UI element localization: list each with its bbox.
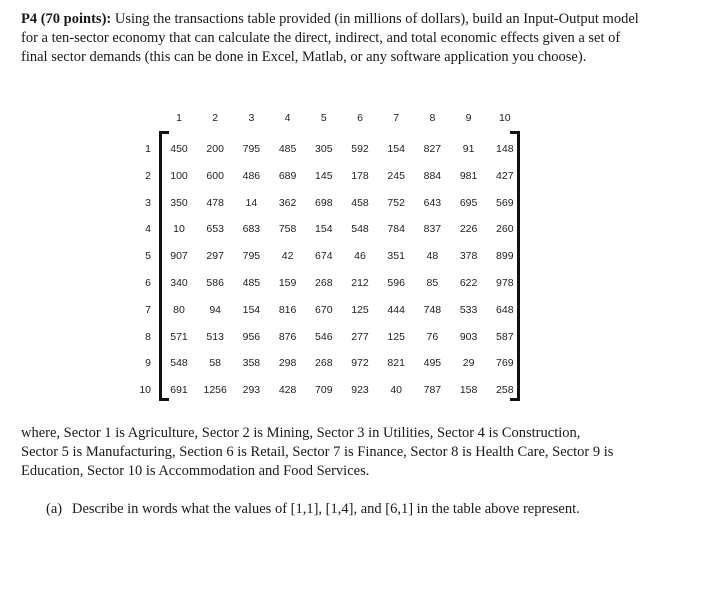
table-cell: 884 [423,169,442,182]
table-cell: 378 [459,250,478,263]
row-header: 9 [145,357,151,370]
table-cell: 212 [351,277,369,289]
table-cell: 351 [387,250,405,263]
table-cell: 200 [206,143,224,155]
table-cell: 899 [496,250,514,263]
table-cell: 695 [459,196,478,209]
table-cell: 125 [387,330,405,343]
table-cell: 46 [354,250,366,263]
table-cell: 80 [173,303,185,316]
table-cell: 653 [206,223,224,236]
table-cell: 586 [206,277,224,289]
table-cell: 596 [387,277,405,289]
table-cell: 546 [315,330,333,343]
table-cell: 827 [423,143,442,155]
table-cell: 972 [351,357,369,370]
table-cell: 622 [459,277,478,289]
table-cell: 297 [206,250,224,263]
table-cell: 85 [426,277,439,289]
table-cell: 94 [209,303,222,316]
table-cell: 14 [245,196,258,209]
table-cell: 821 [387,357,405,370]
table-cell: 125 [351,303,369,316]
table-cell: 154 [315,223,333,236]
table-cell: 478 [206,196,224,209]
table-cell: 268 [315,277,333,289]
table-cell: 548 [170,357,188,370]
table-cell: 876 [278,330,297,343]
table-cell: 837 [423,223,442,236]
column-header: 10 [498,112,511,124]
table-cell: 769 [496,357,514,370]
table-cell: 76 [426,330,439,343]
column-header: 9 [465,112,472,124]
table-cell: 495 [423,357,442,370]
table-cell: 226 [459,223,478,236]
question-a [46,500,586,519]
table-cell: 691 [170,384,188,397]
table-cell: 486 [242,169,261,182]
row-header: 3 [145,196,151,209]
sector-definitions: where, Sector 1 is Agriculture, Sector 2 is Mining, Sector 3 in Utilities, Sector 4 is Construction, Sector 5 is Manufacturing, Section 6 is Retail, Sector 7 is Finance, Sector 8 is Health Care, Sector 9 is Education, Sector 10 is Accommodation and Food Services. [21,425,614,479]
row-header: 4 [145,223,151,236]
table-cell: 674 [315,250,333,263]
row-header: 2 [145,169,151,182]
matrix-brackets [159,131,520,401]
table-cell: 277 [351,330,369,343]
row-header: 7 [145,303,151,316]
row-header: 8 [145,330,151,343]
problem-label: P4 (70 points): [21,11,112,27]
table-cell: 548 [351,223,369,236]
table-cell: 91 [462,143,475,155]
table-cell: 485 [242,277,261,289]
table-cell: 305 [315,143,333,155]
table-cell: 148 [496,143,514,155]
column-header: 8 [429,112,436,124]
table-cell: 458 [351,196,369,209]
table-cell: 350 [170,196,188,209]
row-header: 10 [139,384,151,397]
column-header: 5 [320,112,327,124]
column-header: 3 [248,112,255,124]
table-cell: 450 [170,143,188,155]
table-cell: 29 [462,357,475,370]
table-cell: 293 [242,384,261,397]
table-cell: 978 [496,277,514,289]
table-cell: 260 [496,223,514,236]
table-cell: 40 [390,384,403,397]
table-cell: 956 [242,330,261,343]
table-cell: 643 [423,196,442,209]
table-cell: 178 [351,169,369,182]
column-header: 7 [393,112,400,124]
table-cell: 298 [278,357,297,370]
table-cell: 42 [281,250,294,263]
table-cell: 158 [459,384,478,397]
table-cell: 513 [206,330,224,343]
table-cell: 600 [206,169,224,182]
table-cell: 784 [387,223,405,236]
column-header: 4 [284,112,291,124]
table-cell: 816 [278,303,297,316]
table-cell: 981 [459,169,478,182]
table-cell: 258 [496,384,514,397]
column-header: 1 [176,112,182,124]
table-cell: 752 [387,196,405,209]
table-cell: 1256 [203,384,227,397]
table-cell: 245 [387,169,405,182]
column-header: 2 [212,112,219,124]
table-cell: 569 [496,196,514,209]
table-cell: 907 [170,250,188,263]
question-a-label: (a) [46,501,63,517]
row-header: 1 [145,143,151,155]
table-cell: 268 [315,357,333,370]
row-header: 5 [145,250,151,263]
table-cell: 159 [278,277,297,289]
column-header: 6 [357,112,363,124]
table-cell: 683 [242,223,261,236]
table-cell: 709 [315,384,333,397]
table-cell: 795 [242,143,261,155]
table-cell: 698 [315,196,333,209]
table-cell: 10 [173,223,185,236]
table-cell: 787 [423,384,442,397]
table-cell: 571 [170,330,188,343]
table-cell: 923 [351,384,369,397]
table-cell: 485 [278,143,297,155]
table-cell: 362 [278,196,297,209]
table-cell: 154 [387,143,405,155]
table-cell: 100 [170,169,188,182]
table-cell: 427 [496,169,514,182]
table-cell: 648 [496,303,514,316]
table-cell: 444 [387,303,405,316]
table-cell: 340 [170,277,188,289]
table-cell: 154 [242,303,261,316]
question-a-text: Describe in words what the values of [1,1], [1,4], and [6,1] in the table above represent. [72,501,580,517]
table-cell: 670 [315,303,333,316]
problem-text: Using the transactions table provided (in millions of dollars), build an Input-Output model for a ten-sector economy that can calculate the direct, indirect, and total economic effects given a set of final sector demands (this can be done in Excel, Matlab, or any software application you choose). [21,11,639,65]
row-header: 6 [145,277,151,289]
table-cell: 58 [209,357,222,370]
table-cell: 48 [426,250,439,263]
table-cell: 145 [315,169,333,182]
table-cell: 358 [242,357,261,370]
table-cell: 748 [423,303,442,316]
table-cell: 758 [278,223,297,236]
table-cell: 587 [496,330,514,343]
problem-statement [21,10,641,67]
table-cell: 592 [351,143,369,155]
table-cell: 533 [459,303,478,316]
table-cell: 428 [278,384,297,397]
table-cell: 689 [278,169,297,182]
table-cell: 903 [459,330,478,343]
table-cell: 795 [242,250,261,263]
